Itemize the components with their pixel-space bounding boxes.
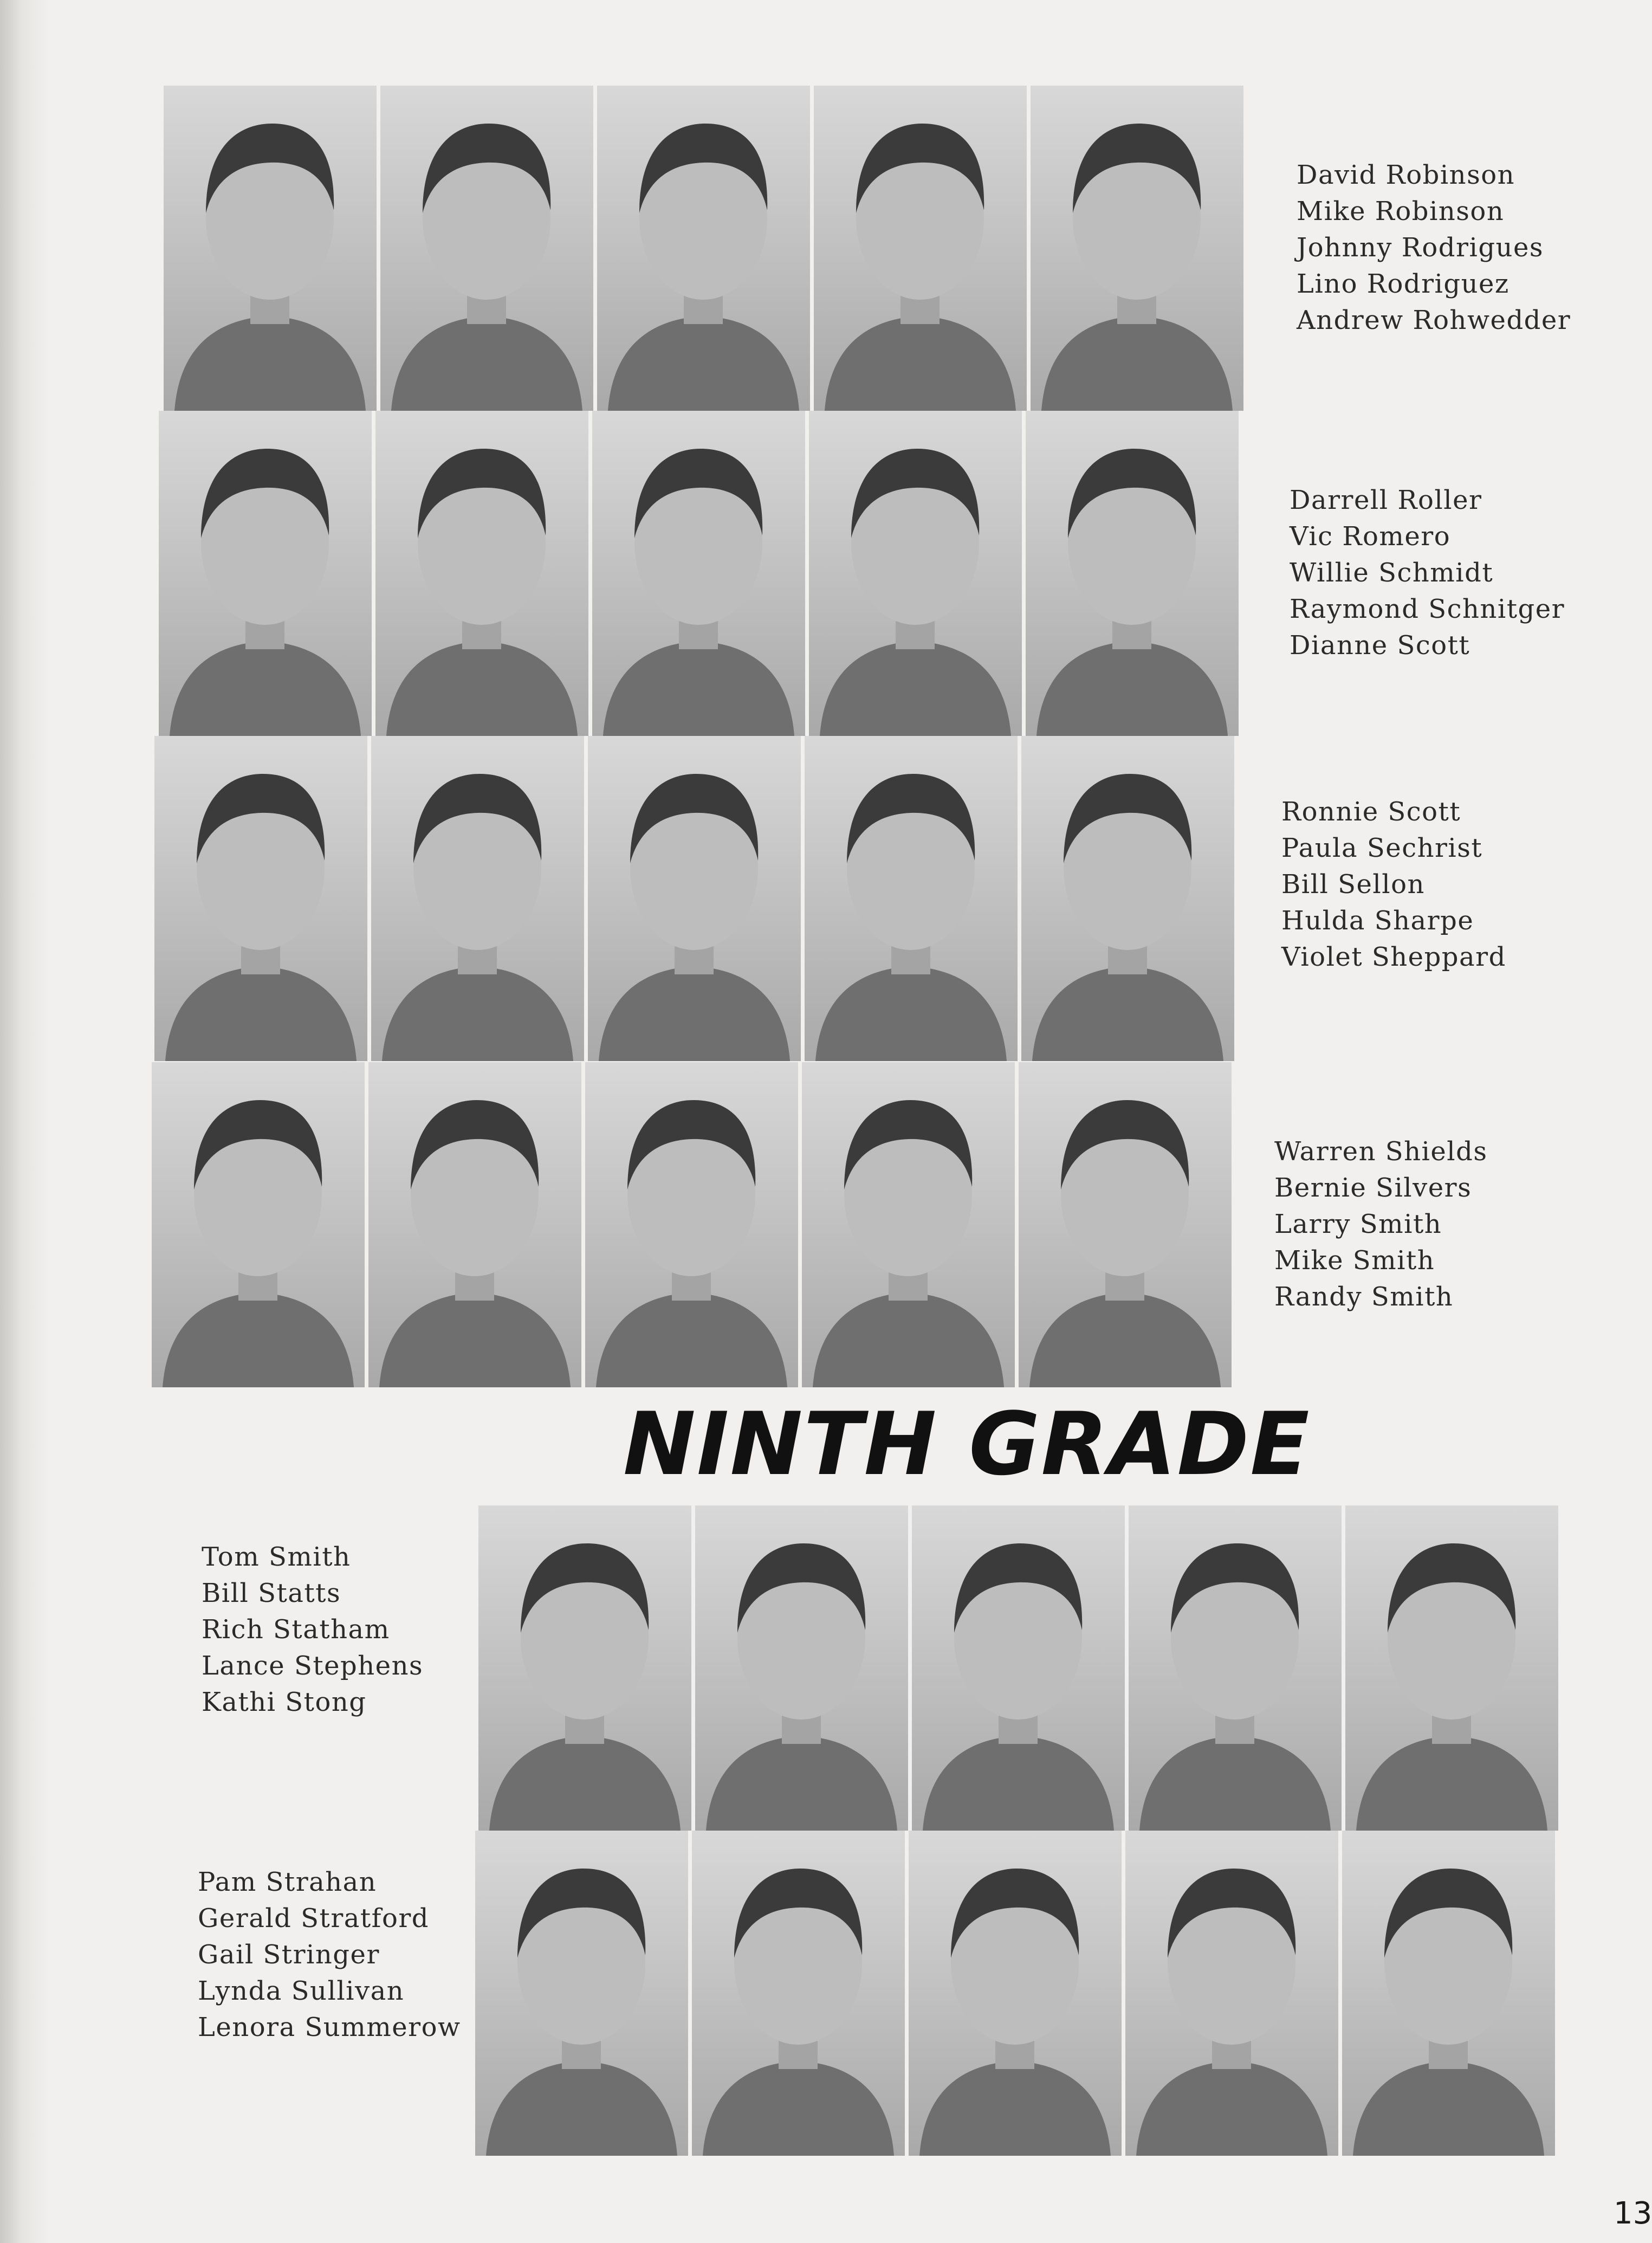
student-name: Paula Sechrist [1281,833,1483,863]
student-name: Lenora Summerow [198,2012,461,2042]
student-name: Ronnie Scott [1281,797,1461,827]
student-portrait-gerald-stratford [692,1831,905,2156]
student-portrait-andrew-rohwedder [1031,86,1243,411]
student-name: Vic Romero [1290,521,1451,552]
student-portrait-mike-smith [802,1062,1015,1387]
student-name: Kathi Stong [202,1687,367,1717]
student-name: Raymond Schnitger [1290,594,1565,624]
student-portrait-johnny-rodrigues [597,86,810,411]
student-portrait-lino-rodriguez [814,86,1027,411]
page-heading: NINTH GRADE [623,1393,1311,1495]
student-name: Bernie Silvers [1274,1173,1472,1203]
student-name: Lance Stephens [202,1651,424,1681]
student-name: Warren Shields [1274,1136,1488,1167]
student-portrait-violet-sheppard [1021,736,1234,1061]
name-list [1297,157,1571,339]
student-name: David Robinson [1297,160,1515,190]
name-list [202,1539,423,1721]
student-portrait-raymond-schnitger [809,411,1022,736]
student-portrait-gail-stringer [909,1831,1122,2156]
student-name: Larry Smith [1274,1209,1442,1239]
student-portrait-hulda-sharpe [805,736,1018,1061]
student-portrait-ronnie-scott [154,736,367,1061]
student-name: Dianne Scott [1290,630,1470,661]
student-portrait-darrell-roller [159,411,372,736]
name-list [198,1864,461,2046]
student-name: Tom Smith [202,1542,351,1572]
page-number: 13 [1614,2196,1652,2231]
student-name: Hulda Sharpe [1281,906,1474,936]
student-portrait-lenora-summerow [1342,1831,1555,2156]
student-portrait-rich-statham [912,1505,1125,1831]
student-portrait-bill-sellon [588,736,801,1061]
student-name: Rich Statham [202,1614,390,1645]
student-name: Lino Rodriguez [1297,269,1510,299]
student-name: Randy Smith [1274,1282,1454,1312]
student-portrait-larry-smith [585,1062,798,1387]
student-portrait-tom-smith [478,1505,691,1831]
student-name: Bill Statts [202,1578,341,1608]
student-portrait-vic-romero [375,411,588,736]
student-name: Darrell Roller [1290,485,1482,515]
student-portrait-pam-strahan [475,1831,688,2156]
student-portrait-dianne-scott [1026,411,1239,736]
student-portrait-bill-statts [695,1505,908,1831]
student-name: Gerald Stratford [198,1903,430,1934]
student-name: Johnny Rodrigues [1297,232,1544,263]
student-name: Bill Sellon [1281,869,1425,900]
student-name: Pam Strahan [198,1867,377,1897]
student-name: Mike Smith [1274,1245,1435,1276]
student-portrait-mike-robinson [380,86,593,411]
student-portrait-lance-stephens [1129,1505,1342,1831]
name-list [1281,794,1506,975]
student-portrait-bernie-silvers [368,1062,581,1387]
student-portrait-willie-schmidt [592,411,805,736]
name-list [1274,1134,1488,1315]
student-portrait-randy-smith [1019,1062,1232,1387]
student-name: Andrew Rohwedder [1297,305,1571,335]
student-name: Mike Robinson [1297,196,1505,227]
student-portrait-kathi-stong [1345,1505,1558,1831]
student-portrait-david-robinson [164,86,377,411]
student-name: Gail Stringer [198,1940,380,1970]
page-binding-shadow [0,0,49,2243]
student-name: Willie Schmidt [1290,558,1494,588]
student-portrait-lynda-sullivan [1125,1831,1338,2156]
student-name: Violet Sheppard [1281,942,1506,972]
student-portrait-warren-shields [152,1062,365,1387]
student-portrait-paula-sechrist [371,736,584,1061]
name-list [1290,482,1565,664]
student-name: Lynda Sullivan [198,1976,405,2006]
